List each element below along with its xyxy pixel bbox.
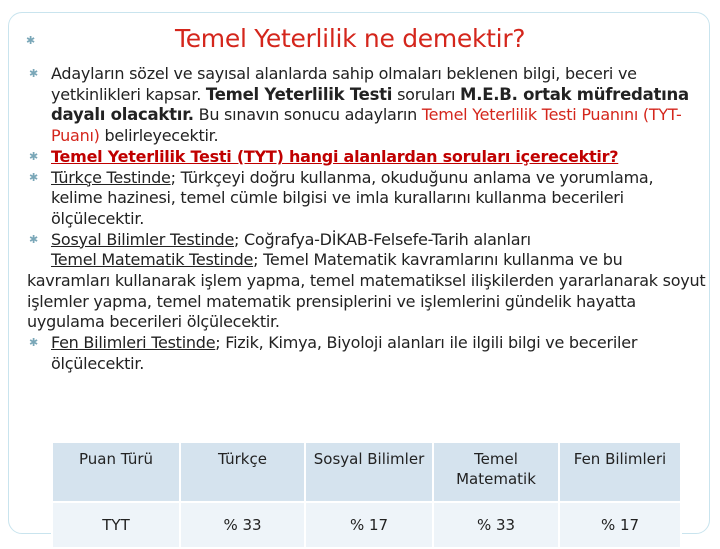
definition-text-e: Bu sınavın sonucu adayların [198, 105, 417, 125]
definition-text-a: Adayların sözel ve sayısal alanlarda sahip olmaları beklenen bilgi, beceri ve yetkinlikleri kapsar. [51, 64, 637, 104]
slide-content [27, 64, 707, 375]
bullet-icon: ✱ [29, 67, 38, 80]
question-heading: Temel Yeterlilik Testi (TYT) hangi alanlardan soruları içerecektir? [51, 146, 619, 166]
definition-score-name: Temel Yeterlilik Testi Puanını (TYT-Puanı) [51, 105, 682, 146]
table-header-cell: Fen Bilimleri [559, 442, 681, 502]
table-cell: % 33 [180, 502, 305, 548]
table-cell: % 17 [305, 502, 433, 548]
bullet-icon: ✱ [29, 170, 38, 184]
fen-label: Fen Bilimleri Testinde [51, 333, 216, 353]
matematik-text: ; Temel Matematik kavramlarını kullanma ve bu kavramları kullanarak işlem yapma, temel matematiksel ilişkilerden yararlanarak soyut işlemler yapma, temel matematik prensiplerini ve işlemlerini gündelik hayatta uygulama becerileri ölçülecektir. [27, 250, 706, 332]
paragraph-question [27, 147, 707, 168]
slide-title: Temel Yeterlilik ne demektir? [175, 24, 526, 53]
paragraph-turkce [27, 168, 707, 230]
turkce-label: Türkçe Testinde [51, 167, 171, 187]
table-header-cell: Sosyal Bilimler [305, 442, 433, 502]
paragraph-definition [27, 64, 707, 147]
bullet-icon: ✱ [29, 232, 38, 246]
table-header-cell: Puan Türü [52, 442, 180, 502]
definition-curriculum: M.E.B. ortak müfredatına dayalı olacaktır. [51, 84, 689, 125]
table-row [52, 502, 681, 548]
table-header-cell: Türkçe [180, 442, 305, 502]
sosyal-label: Sosyal Bilimler Testinde [51, 229, 235, 249]
paragraph-sosyal [27, 230, 707, 251]
title-bullet-icon: ✱ [26, 34, 36, 47]
bullet-icon: ✱ [29, 149, 38, 163]
table-header-cell: Temel Matematik [433, 442, 559, 502]
paragraph-fen [27, 333, 707, 374]
paragraph-matematik [27, 250, 707, 333]
definition-text-g: belirleyecektir. [104, 126, 219, 146]
sosyal-text: ; Coğrafya-DİKAB-Felsefe-Tarih alanları [234, 229, 531, 249]
table-cell: % 17 [559, 502, 681, 548]
bullet-icon: ✱ [29, 336, 38, 350]
fen-text: ; Fizik, Kimya, Biyoloji alanları ile ilgili bilgi ve beceriler ölçülecektir. [51, 333, 638, 373]
table-header-row [52, 442, 681, 502]
table-cell: % 33 [433, 502, 559, 548]
turkce-text: ; Türkçeyi doğru kullanma, okuduğunu anlama ve yorumlama, kelime hazinesi, temel cümle bilgisi ve imla kurallarını kullanma becerileri ölçülecektir. [51, 167, 654, 228]
definition-test-name: Temel Yeterlilik Testi [205, 84, 393, 104]
matematik-label: Temel Matematik Testinde [51, 250, 254, 270]
score-distribution-table [51, 441, 682, 549]
definition-text-c: soruları [397, 84, 456, 104]
table-cell: TYT [52, 502, 180, 548]
